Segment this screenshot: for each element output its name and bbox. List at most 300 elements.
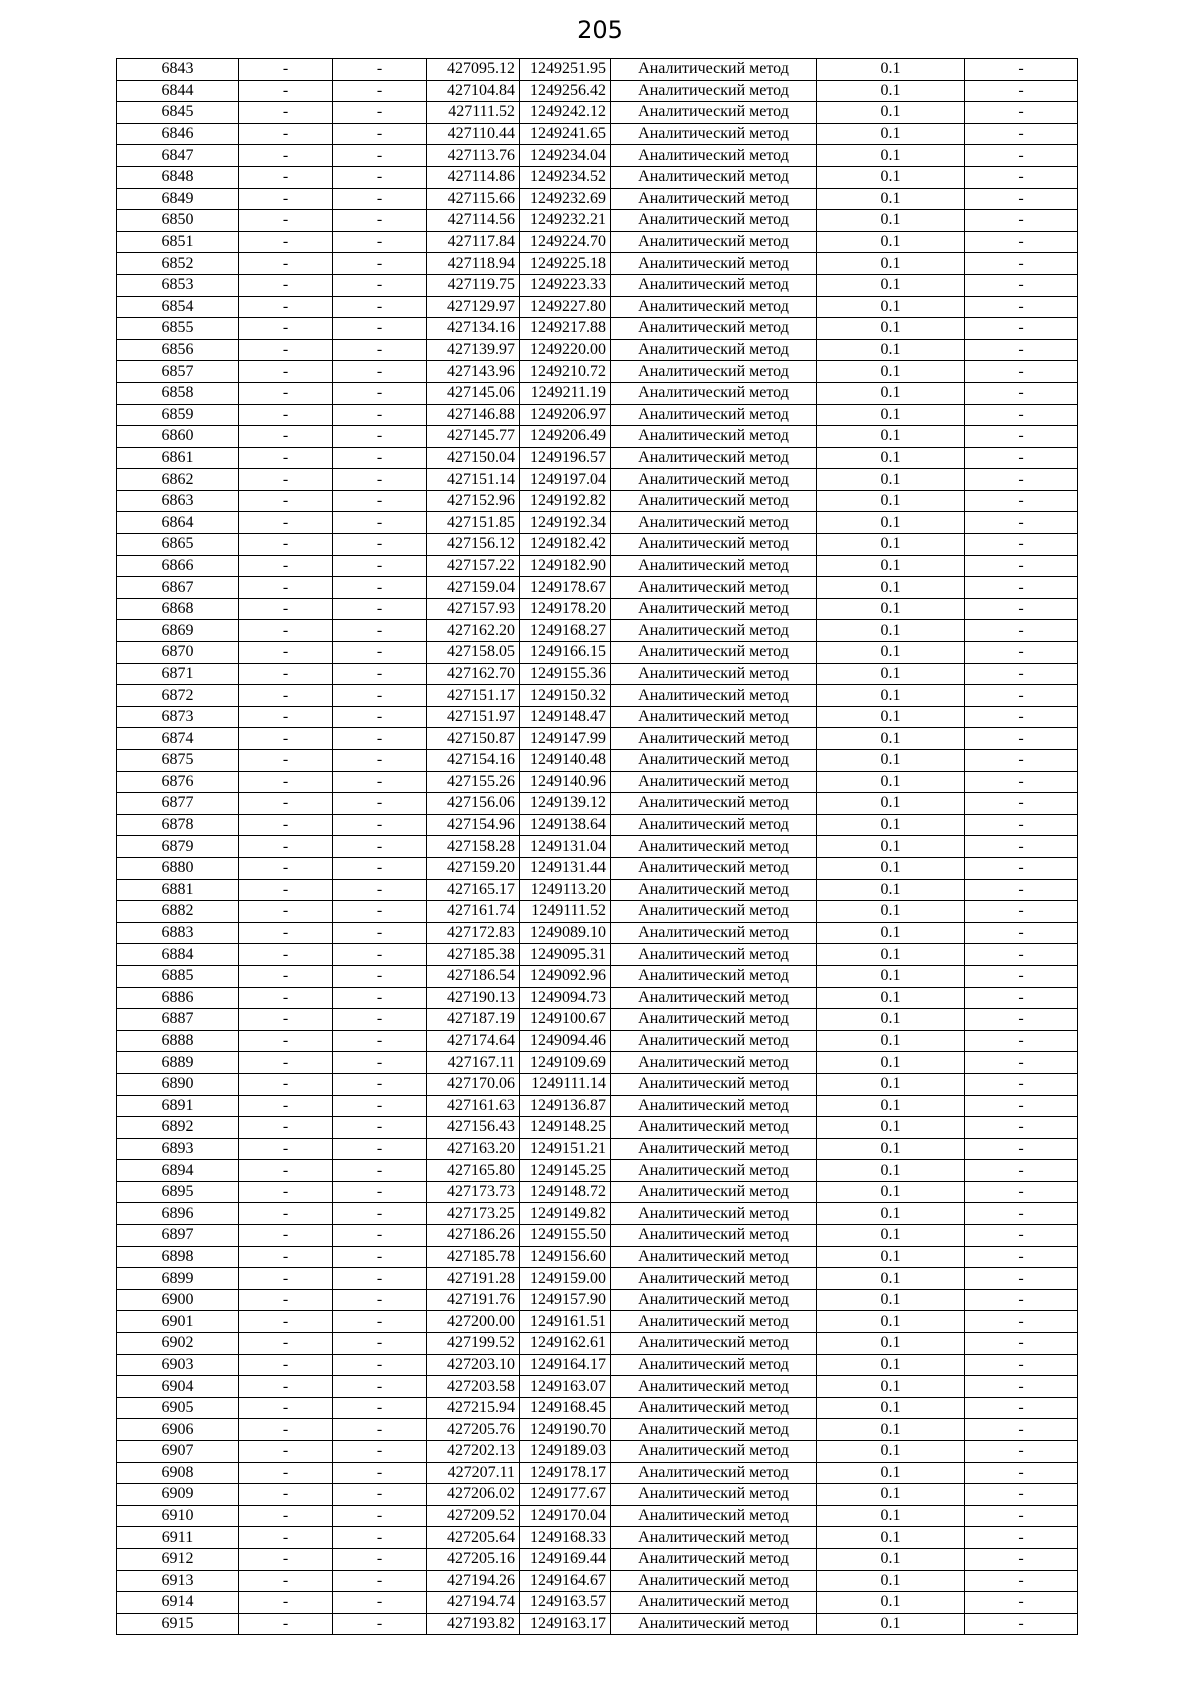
dash-cell-2: - bbox=[333, 771, 427, 793]
dash-cell-3: - bbox=[965, 1052, 1078, 1074]
method-cell: Аналитический метод bbox=[611, 80, 817, 102]
x-coordinate-cell: 427115.66 bbox=[427, 188, 520, 210]
y-coordinate-cell: 1249161.51 bbox=[520, 1311, 611, 1333]
method-cell: Аналитический метод bbox=[611, 1052, 817, 1074]
dash-cell-2: - bbox=[333, 1117, 427, 1139]
dash-cell-1: - bbox=[239, 1225, 333, 1247]
method-cell: Аналитический метод bbox=[611, 750, 817, 772]
y-coordinate-cell: 1249109.69 bbox=[520, 1052, 611, 1074]
x-coordinate-cell: 427161.63 bbox=[427, 1095, 520, 1117]
accuracy-cell: 0.1 bbox=[817, 1376, 965, 1398]
method-cell: Аналитический метод bbox=[611, 1203, 817, 1225]
x-coordinate-cell: 427114.56 bbox=[427, 210, 520, 232]
dash-cell-2: - bbox=[333, 620, 427, 642]
dash-cell-2: - bbox=[333, 1095, 427, 1117]
method-cell: Аналитический метод bbox=[611, 901, 817, 923]
x-coordinate-cell: 427156.12 bbox=[427, 534, 520, 556]
y-coordinate-cell: 1249163.07 bbox=[520, 1376, 611, 1398]
method-cell: Аналитический метод bbox=[611, 1289, 817, 1311]
dash-cell-3: - bbox=[965, 750, 1078, 772]
table-row bbox=[117, 1311, 1078, 1333]
dash-cell-1: - bbox=[239, 1052, 333, 1074]
dash-cell-3: - bbox=[965, 922, 1078, 944]
x-coordinate-cell: 427151.14 bbox=[427, 469, 520, 491]
y-coordinate-cell: 1249169.44 bbox=[520, 1548, 611, 1570]
x-coordinate-cell: 427151.97 bbox=[427, 706, 520, 728]
dash-cell-2: - bbox=[333, 1548, 427, 1570]
dash-cell-1: - bbox=[239, 296, 333, 318]
point-number-cell: 6895 bbox=[117, 1181, 239, 1203]
x-coordinate-cell: 427200.00 bbox=[427, 1311, 520, 1333]
dash-cell-2: - bbox=[333, 1246, 427, 1268]
y-coordinate-cell: 1249147.99 bbox=[520, 728, 611, 750]
method-cell: Аналитический метод bbox=[611, 59, 817, 81]
table-row bbox=[117, 922, 1078, 944]
x-coordinate-cell: 427209.52 bbox=[427, 1505, 520, 1527]
accuracy-cell: 0.1 bbox=[817, 663, 965, 685]
y-coordinate-cell: 1249163.17 bbox=[520, 1613, 611, 1635]
method-cell: Аналитический метод bbox=[611, 339, 817, 361]
method-cell: Аналитический метод bbox=[611, 1160, 817, 1182]
point-number-cell: 6846 bbox=[117, 123, 239, 145]
point-number-cell: 6858 bbox=[117, 382, 239, 404]
x-coordinate-cell: 427206.02 bbox=[427, 1484, 520, 1506]
dash-cell-3: - bbox=[965, 1354, 1078, 1376]
y-coordinate-cell: 1249170.04 bbox=[520, 1505, 611, 1527]
y-coordinate-cell: 1249145.25 bbox=[520, 1160, 611, 1182]
point-number-cell: 6854 bbox=[117, 296, 239, 318]
x-coordinate-cell: 427167.11 bbox=[427, 1052, 520, 1074]
dash-cell-2: - bbox=[333, 901, 427, 923]
method-cell: Аналитический метод bbox=[611, 166, 817, 188]
dash-cell-2: - bbox=[333, 598, 427, 620]
table-row bbox=[117, 1527, 1078, 1549]
y-coordinate-cell: 1249182.42 bbox=[520, 534, 611, 556]
x-coordinate-cell: 427186.54 bbox=[427, 965, 520, 987]
accuracy-cell: 0.1 bbox=[817, 361, 965, 383]
point-number-cell: 6871 bbox=[117, 663, 239, 685]
x-coordinate-cell: 427186.26 bbox=[427, 1225, 520, 1247]
table-row bbox=[117, 361, 1078, 383]
y-coordinate-cell: 1249111.52 bbox=[520, 901, 611, 923]
dash-cell-1: - bbox=[239, 663, 333, 685]
method-cell: Аналитический метод bbox=[611, 1095, 817, 1117]
dash-cell-1: - bbox=[239, 1203, 333, 1225]
point-number-cell: 6897 bbox=[117, 1225, 239, 1247]
y-coordinate-cell: 1249100.67 bbox=[520, 1009, 611, 1031]
x-coordinate-cell: 427129.97 bbox=[427, 296, 520, 318]
table-row bbox=[117, 771, 1078, 793]
table-row bbox=[117, 1117, 1078, 1139]
accuracy-cell: 0.1 bbox=[817, 318, 965, 340]
dash-cell-3: - bbox=[965, 102, 1078, 124]
point-number-cell: 6913 bbox=[117, 1570, 239, 1592]
dash-cell-3: - bbox=[965, 490, 1078, 512]
dash-cell-1: - bbox=[239, 706, 333, 728]
dash-cell-1: - bbox=[239, 987, 333, 1009]
dash-cell-3: - bbox=[965, 642, 1078, 664]
table-row bbox=[117, 1138, 1078, 1160]
point-number-cell: 6910 bbox=[117, 1505, 239, 1527]
dash-cell-3: - bbox=[965, 188, 1078, 210]
method-cell: Аналитический метод bbox=[611, 793, 817, 815]
dash-cell-2: - bbox=[333, 231, 427, 253]
dash-cell-3: - bbox=[965, 879, 1078, 901]
dash-cell-2: - bbox=[333, 1289, 427, 1311]
point-number-cell: 6906 bbox=[117, 1419, 239, 1441]
point-number-cell: 6885 bbox=[117, 965, 239, 987]
coordinates-table bbox=[116, 58, 1078, 1635]
x-coordinate-cell: 427145.77 bbox=[427, 426, 520, 448]
table-row bbox=[117, 404, 1078, 426]
x-coordinate-cell: 427191.28 bbox=[427, 1268, 520, 1290]
dash-cell-2: - bbox=[333, 685, 427, 707]
y-coordinate-cell: 1249151.21 bbox=[520, 1138, 611, 1160]
table-row bbox=[117, 426, 1078, 448]
dash-cell-2: - bbox=[333, 534, 427, 556]
dash-cell-2: - bbox=[333, 728, 427, 750]
dash-cell-1: - bbox=[239, 1311, 333, 1333]
method-cell: Аналитический метод bbox=[611, 1225, 817, 1247]
dash-cell-3: - bbox=[965, 1095, 1078, 1117]
x-coordinate-cell: 427165.80 bbox=[427, 1160, 520, 1182]
x-coordinate-cell: 427190.13 bbox=[427, 987, 520, 1009]
table-row bbox=[117, 598, 1078, 620]
method-cell: Аналитический метод bbox=[611, 188, 817, 210]
method-cell: Аналитический метод bbox=[611, 253, 817, 275]
point-number-cell: 6902 bbox=[117, 1333, 239, 1355]
accuracy-cell: 0.1 bbox=[817, 1462, 965, 1484]
accuracy-cell: 0.1 bbox=[817, 1613, 965, 1635]
dash-cell-3: - bbox=[965, 1117, 1078, 1139]
dash-cell-2: - bbox=[333, 166, 427, 188]
table-row bbox=[117, 836, 1078, 858]
accuracy-cell: 0.1 bbox=[817, 1527, 965, 1549]
x-coordinate-cell: 427203.58 bbox=[427, 1376, 520, 1398]
dash-cell-1: - bbox=[239, 1030, 333, 1052]
dash-cell-3: - bbox=[965, 296, 1078, 318]
dash-cell-3: - bbox=[965, 80, 1078, 102]
table-row bbox=[117, 1613, 1078, 1635]
x-coordinate-cell: 427145.06 bbox=[427, 382, 520, 404]
accuracy-cell: 0.1 bbox=[817, 944, 965, 966]
accuracy-cell: 0.1 bbox=[817, 793, 965, 815]
dash-cell-2: - bbox=[333, 318, 427, 340]
point-number-cell: 6879 bbox=[117, 836, 239, 858]
y-coordinate-cell: 1249164.67 bbox=[520, 1570, 611, 1592]
y-coordinate-cell: 1249234.52 bbox=[520, 166, 611, 188]
accuracy-cell: 0.1 bbox=[817, 728, 965, 750]
dash-cell-2: - bbox=[333, 1441, 427, 1463]
x-coordinate-cell: 427151.17 bbox=[427, 685, 520, 707]
method-cell: Аналитический метод bbox=[611, 512, 817, 534]
dash-cell-1: - bbox=[239, 1333, 333, 1355]
x-coordinate-cell: 427156.06 bbox=[427, 793, 520, 815]
accuracy-cell: 0.1 bbox=[817, 1246, 965, 1268]
point-number-cell: 6853 bbox=[117, 274, 239, 296]
y-coordinate-cell: 1249159.00 bbox=[520, 1268, 611, 1290]
y-coordinate-cell: 1249148.25 bbox=[520, 1117, 611, 1139]
dash-cell-2: - bbox=[333, 1333, 427, 1355]
method-cell: Аналитический метод bbox=[611, 1441, 817, 1463]
y-coordinate-cell: 1249140.48 bbox=[520, 750, 611, 772]
x-coordinate-cell: 427205.64 bbox=[427, 1527, 520, 1549]
dash-cell-2: - bbox=[333, 1030, 427, 1052]
table-row bbox=[117, 901, 1078, 923]
x-coordinate-cell: 427151.85 bbox=[427, 512, 520, 534]
table-row bbox=[117, 145, 1078, 167]
method-cell: Аналитический метод bbox=[611, 965, 817, 987]
table-row bbox=[117, 274, 1078, 296]
accuracy-cell: 0.1 bbox=[817, 987, 965, 1009]
dash-cell-1: - bbox=[239, 1138, 333, 1160]
y-coordinate-cell: 1249242.12 bbox=[520, 102, 611, 124]
x-coordinate-cell: 427118.94 bbox=[427, 253, 520, 275]
accuracy-cell: 0.1 bbox=[817, 814, 965, 836]
dash-cell-2: - bbox=[333, 274, 427, 296]
y-coordinate-cell: 1249227.80 bbox=[520, 296, 611, 318]
table-row bbox=[117, 1073, 1078, 1095]
dash-cell-3: - bbox=[965, 965, 1078, 987]
dash-cell-2: - bbox=[333, 879, 427, 901]
dash-cell-2: - bbox=[333, 706, 427, 728]
y-coordinate-cell: 1249094.73 bbox=[520, 987, 611, 1009]
dash-cell-3: - bbox=[965, 901, 1078, 923]
dash-cell-2: - bbox=[333, 490, 427, 512]
dash-cell-1: - bbox=[239, 1462, 333, 1484]
point-number-cell: 6903 bbox=[117, 1354, 239, 1376]
accuracy-cell: 0.1 bbox=[817, 274, 965, 296]
dash-cell-2: - bbox=[333, 965, 427, 987]
dash-cell-1: - bbox=[239, 188, 333, 210]
dash-cell-2: - bbox=[333, 555, 427, 577]
dash-cell-2: - bbox=[333, 1484, 427, 1506]
point-number-cell: 6890 bbox=[117, 1073, 239, 1095]
accuracy-cell: 0.1 bbox=[817, 1548, 965, 1570]
dash-cell-1: - bbox=[239, 1009, 333, 1031]
dash-cell-2: - bbox=[333, 1052, 427, 1074]
accuracy-cell: 0.1 bbox=[817, 296, 965, 318]
accuracy-cell: 0.1 bbox=[817, 620, 965, 642]
y-coordinate-cell: 1249251.95 bbox=[520, 59, 611, 81]
dash-cell-2: - bbox=[333, 1138, 427, 1160]
y-coordinate-cell: 1249155.36 bbox=[520, 663, 611, 685]
dash-cell-2: - bbox=[333, 1268, 427, 1290]
point-number-cell: 6852 bbox=[117, 253, 239, 275]
dash-cell-2: - bbox=[333, 426, 427, 448]
accuracy-cell: 0.1 bbox=[817, 1419, 965, 1441]
x-coordinate-cell: 427173.73 bbox=[427, 1181, 520, 1203]
dash-cell-2: - bbox=[333, 1354, 427, 1376]
table-row bbox=[117, 1419, 1078, 1441]
dash-cell-3: - bbox=[965, 404, 1078, 426]
x-coordinate-cell: 427156.43 bbox=[427, 1117, 520, 1139]
y-coordinate-cell: 1249197.04 bbox=[520, 469, 611, 491]
method-cell: Аналитический метод bbox=[611, 1030, 817, 1052]
table-row bbox=[117, 663, 1078, 685]
dash-cell-1: - bbox=[239, 382, 333, 404]
point-number-cell: 6912 bbox=[117, 1548, 239, 1570]
x-coordinate-cell: 427215.94 bbox=[427, 1397, 520, 1419]
accuracy-cell: 0.1 bbox=[817, 469, 965, 491]
dash-cell-3: - bbox=[965, 210, 1078, 232]
table-row bbox=[117, 231, 1078, 253]
y-coordinate-cell: 1249241.65 bbox=[520, 123, 611, 145]
dash-cell-3: - bbox=[965, 469, 1078, 491]
accuracy-cell: 0.1 bbox=[817, 102, 965, 124]
dash-cell-1: - bbox=[239, 944, 333, 966]
method-cell: Аналитический метод bbox=[611, 836, 817, 858]
dash-cell-1: - bbox=[239, 1268, 333, 1290]
y-coordinate-cell: 1249211.19 bbox=[520, 382, 611, 404]
accuracy-cell: 0.1 bbox=[817, 965, 965, 987]
dash-cell-1: - bbox=[239, 274, 333, 296]
y-coordinate-cell: 1249168.27 bbox=[520, 620, 611, 642]
table-row bbox=[117, 188, 1078, 210]
accuracy-cell: 0.1 bbox=[817, 706, 965, 728]
method-cell: Аналитический метод bbox=[611, 1505, 817, 1527]
dash-cell-3: - bbox=[965, 1441, 1078, 1463]
method-cell: Аналитический метод bbox=[611, 1181, 817, 1203]
method-cell: Аналитический метод bbox=[611, 1354, 817, 1376]
point-number-cell: 6859 bbox=[117, 404, 239, 426]
dash-cell-3: - bbox=[965, 1397, 1078, 1419]
table-row bbox=[117, 1160, 1078, 1182]
y-coordinate-cell: 1249149.82 bbox=[520, 1203, 611, 1225]
dash-cell-3: - bbox=[965, 1376, 1078, 1398]
dash-cell-1: - bbox=[239, 318, 333, 340]
x-coordinate-cell: 427119.75 bbox=[427, 274, 520, 296]
dash-cell-1: - bbox=[239, 1570, 333, 1592]
y-coordinate-cell: 1249111.14 bbox=[520, 1073, 611, 1095]
point-number-cell: 6878 bbox=[117, 814, 239, 836]
dash-cell-3: - bbox=[965, 1592, 1078, 1614]
point-number-cell: 6911 bbox=[117, 1527, 239, 1549]
table-row bbox=[117, 1095, 1078, 1117]
table-row bbox=[117, 965, 1078, 987]
point-number-cell: 6844 bbox=[117, 80, 239, 102]
y-coordinate-cell: 1249094.46 bbox=[520, 1030, 611, 1052]
method-cell: Аналитический метод bbox=[611, 102, 817, 124]
dash-cell-1: - bbox=[239, 1073, 333, 1095]
dash-cell-2: - bbox=[333, 1073, 427, 1095]
table-row bbox=[117, 1268, 1078, 1290]
method-cell: Аналитический метод bbox=[611, 857, 817, 879]
method-cell: Аналитический метод bbox=[611, 1592, 817, 1614]
accuracy-cell: 0.1 bbox=[817, 80, 965, 102]
dash-cell-2: - bbox=[333, 145, 427, 167]
dash-cell-1: - bbox=[239, 836, 333, 858]
y-coordinate-cell: 1249113.20 bbox=[520, 879, 611, 901]
accuracy-cell: 0.1 bbox=[817, 1570, 965, 1592]
x-coordinate-cell: 427157.93 bbox=[427, 598, 520, 620]
table-row bbox=[117, 857, 1078, 879]
dash-cell-1: - bbox=[239, 1592, 333, 1614]
x-coordinate-cell: 427205.76 bbox=[427, 1419, 520, 1441]
accuracy-cell: 0.1 bbox=[817, 512, 965, 534]
dash-cell-2: - bbox=[333, 1462, 427, 1484]
accuracy-cell: 0.1 bbox=[817, 339, 965, 361]
table-row bbox=[117, 447, 1078, 469]
y-coordinate-cell: 1249182.90 bbox=[520, 555, 611, 577]
y-coordinate-cell: 1249220.00 bbox=[520, 339, 611, 361]
dash-cell-1: - bbox=[239, 901, 333, 923]
accuracy-cell: 0.1 bbox=[817, 1181, 965, 1203]
point-number-cell: 6876 bbox=[117, 771, 239, 793]
dash-cell-1: - bbox=[239, 59, 333, 81]
table-row bbox=[117, 1181, 1078, 1203]
point-number-cell: 6886 bbox=[117, 987, 239, 1009]
y-coordinate-cell: 1249136.87 bbox=[520, 1095, 611, 1117]
accuracy-cell: 0.1 bbox=[817, 1354, 965, 1376]
accuracy-cell: 0.1 bbox=[817, 598, 965, 620]
y-coordinate-cell: 1249234.04 bbox=[520, 145, 611, 167]
point-number-cell: 6843 bbox=[117, 59, 239, 81]
accuracy-cell: 0.1 bbox=[817, 490, 965, 512]
table-row bbox=[117, 793, 1078, 815]
x-coordinate-cell: 427143.96 bbox=[427, 361, 520, 383]
method-cell: Аналитический метод bbox=[611, 663, 817, 685]
y-coordinate-cell: 1249178.67 bbox=[520, 577, 611, 599]
table-row bbox=[117, 1333, 1078, 1355]
method-cell: Аналитический метод bbox=[611, 922, 817, 944]
dash-cell-1: - bbox=[239, 1527, 333, 1549]
x-coordinate-cell: 427157.22 bbox=[427, 555, 520, 577]
y-coordinate-cell: 1249177.67 bbox=[520, 1484, 611, 1506]
method-cell: Аналитический метод bbox=[611, 814, 817, 836]
method-cell: Аналитический метод bbox=[611, 447, 817, 469]
dash-cell-1: - bbox=[239, 814, 333, 836]
method-cell: Аналитический метод bbox=[611, 274, 817, 296]
method-cell: Аналитический метод bbox=[611, 1268, 817, 1290]
dash-cell-3: - bbox=[965, 1333, 1078, 1355]
point-number-cell: 6860 bbox=[117, 426, 239, 448]
method-cell: Аналитический метод bbox=[611, 1376, 817, 1398]
x-coordinate-cell: 427150.04 bbox=[427, 447, 520, 469]
table-row bbox=[117, 1009, 1078, 1031]
dash-cell-3: - bbox=[965, 339, 1078, 361]
x-coordinate-cell: 427161.74 bbox=[427, 901, 520, 923]
x-coordinate-cell: 427104.84 bbox=[427, 80, 520, 102]
x-coordinate-cell: 427162.20 bbox=[427, 620, 520, 642]
method-cell: Аналитический метод bbox=[611, 879, 817, 901]
accuracy-cell: 0.1 bbox=[817, 1160, 965, 1182]
table-row bbox=[117, 296, 1078, 318]
dash-cell-1: - bbox=[239, 1160, 333, 1182]
dash-cell-2: - bbox=[333, 642, 427, 664]
dash-cell-1: - bbox=[239, 577, 333, 599]
dash-cell-3: - bbox=[965, 1138, 1078, 1160]
accuracy-cell: 0.1 bbox=[817, 1397, 965, 1419]
dash-cell-3: - bbox=[965, 1030, 1078, 1052]
x-coordinate-cell: 427172.83 bbox=[427, 922, 520, 944]
x-coordinate-cell: 427185.78 bbox=[427, 1246, 520, 1268]
dash-cell-2: - bbox=[333, 210, 427, 232]
method-cell: Аналитический метод bbox=[611, 706, 817, 728]
method-cell: Аналитический метод bbox=[611, 1138, 817, 1160]
method-cell: Аналитический метод bbox=[611, 1613, 817, 1635]
x-coordinate-cell: 427155.26 bbox=[427, 771, 520, 793]
dash-cell-2: - bbox=[333, 987, 427, 1009]
accuracy-cell: 0.1 bbox=[817, 750, 965, 772]
y-coordinate-cell: 1249178.20 bbox=[520, 598, 611, 620]
point-number-cell: 6866 bbox=[117, 555, 239, 577]
point-number-cell: 6863 bbox=[117, 490, 239, 512]
accuracy-cell: 0.1 bbox=[817, 447, 965, 469]
x-coordinate-cell: 427111.52 bbox=[427, 102, 520, 124]
table-row bbox=[117, 469, 1078, 491]
x-coordinate-cell: 427158.05 bbox=[427, 642, 520, 664]
